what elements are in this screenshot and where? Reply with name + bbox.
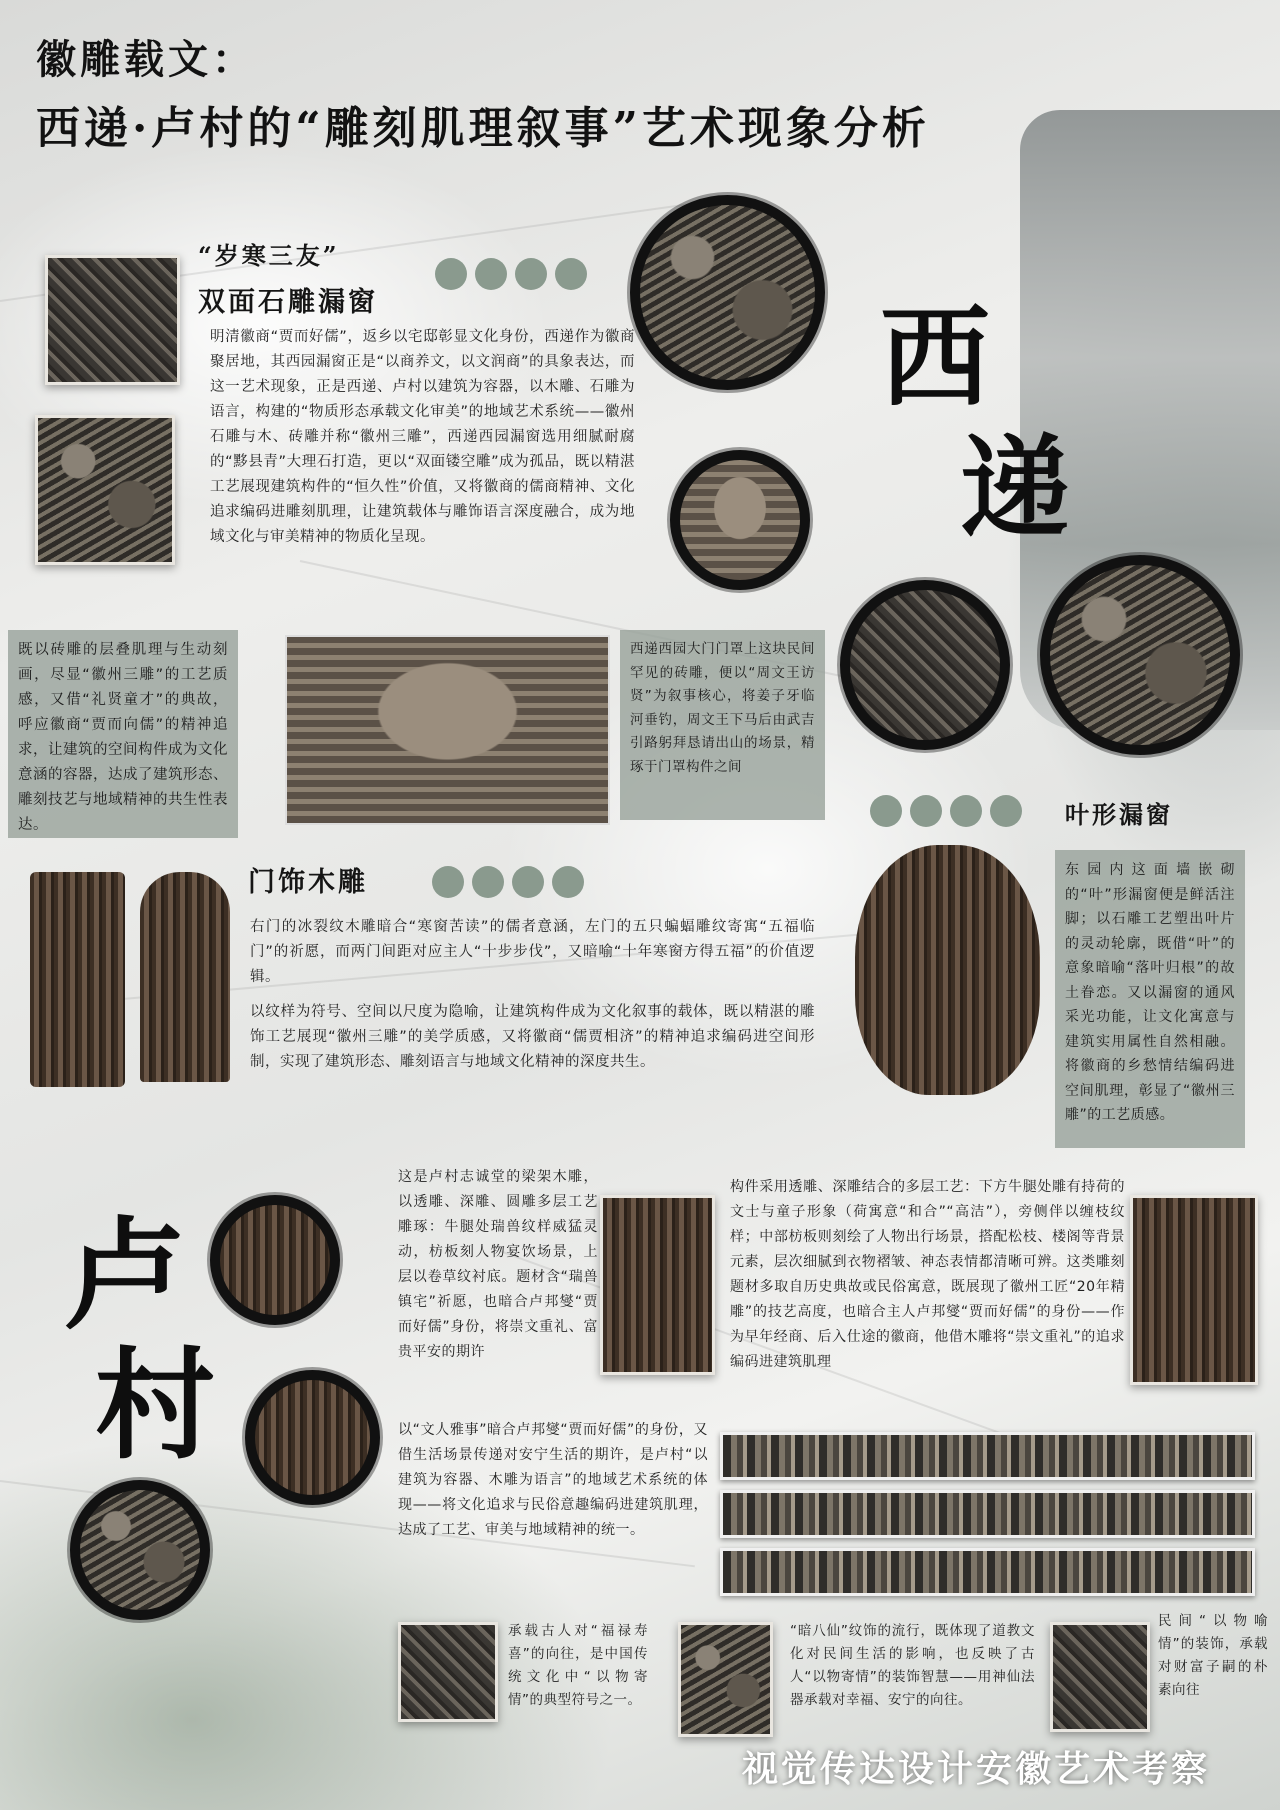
stone-window-photo-1 bbox=[45, 255, 180, 385]
big-char-di: 递 bbox=[960, 423, 1070, 552]
brick-carving-photo bbox=[285, 635, 610, 825]
footer-caption: 视觉传达设计安徽艺术考察 bbox=[741, 1748, 1210, 1790]
lucun-text2: 构件采用透雕、深雕结合的多层工艺：下方牛腿处雕有持荷的文士与童子形象（荷寓意“和合”“高洁”），旁侧伴以缠枝纹样；中部枋板则刻绘了人物出行场景，搭配松枝、楼阁等背景元素，层次细腻到衣物褶皱、神态表情都清晰可辨。这类雕刻题材多取自历史典故或民俗寓意，既展现了徽州工匠“20年精雕”的技艺高度，也暗合主人卢邦燮“贾而好儒”的身份——作为早年经商、后入仕途的徽商，他借木雕将“崇文重礼”的追求编码进建筑肌理 bbox=[730, 1179, 1125, 1370]
door-carving-body1: 右门的冰裂纹木雕暗合“寒窗苦读”的儒者意涵，左门的五只蝙蝠雕纹寄寓“五福临门”的祈愿，而两门间距对应主人“十步步伐”，又暗喻“十年寒窗方得五福”的价值逻辑。 bbox=[250, 919, 815, 985]
carving-circle-photo-3 bbox=[840, 580, 1010, 750]
big-char-cun: 村 bbox=[95, 1335, 215, 1476]
brick-carving-note-left: 既以砖雕的层叠肌理与生动刻画，尽显“徽州三雕”的工艺质感，又借“礼贤童才”的典故，呼应徽商“贾而向儒”的精神追求，让建筑的空间构件成为文化意涵的容器，达成了建筑形态、雕刻技艺与地域精神的共生性表达。 bbox=[8, 630, 238, 838]
bottom-text1: 承载古人对“福禄寿喜”的向往，是中国传统文化中“以物寄情”的典型符号之一。 bbox=[508, 1623, 648, 1708]
lucun-circle-photo-1 bbox=[210, 1195, 340, 1325]
brick-carving-note-right: 西递西园大门门罩上这块民间罕见的砖雕，便以“周文王访贤”为叙事核心，将姜子牙临河垂钓，周文王下马后由武吉引路躬拜恳请出山的场景，精琢于门罩构件之间 bbox=[620, 630, 825, 820]
beam-carving-photo-2 bbox=[1130, 1195, 1258, 1385]
carving-circle-photo-4 bbox=[1040, 555, 1240, 755]
section1-subtitle: “岁寒三友” bbox=[198, 241, 340, 270]
fortune-symbol-photo bbox=[398, 1622, 498, 1722]
door-carving-photo-2 bbox=[140, 872, 230, 1082]
section1-heading: 双面石雕漏窗 bbox=[198, 287, 378, 318]
section1-body: 明清徽商“贾而好儒”，返乡以宅邸彰显文化身份，西递作为徽商聚居地，其西园漏窗正是“以商养文，以文润商”的具象表达，而这一艺术现象，正是西递、卢村以建筑为容器，以木雕、石雕为语言，构建的“物质形态承载文化审美”的地域艺术系统——徽州石雕与木、砖雕并称“徽州三雕”，西递西园漏窗选用细腻耐腐的“黟县青”大理石打造，更以“双面镂空雕”成为孤品，既以精湛工艺展现建筑构件的“恒久性”价值，又将徽商的儒商精神、文化追求编码进雕刻肌理，让建筑载体与雕饰语言深度融合，成为地域文化与审美精神的物质化呈现。 bbox=[210, 329, 635, 545]
lucun-text1: 这是卢村志诚堂的梁架木雕，以透雕、深雕、圆雕多层工艺雕琢：牛腿处瑞兽纹样威猛灵动，枋板刻人物宴饮场景，上层以卷草纹衬底。题材含“瑞兽镇宅”祈愿，也暗合卢邦燮“贾而好儒”身份，将崇文重礼、富贵平安的期许 bbox=[398, 1169, 598, 1360]
big-char-lu: 卢 bbox=[65, 1205, 185, 1346]
decor-dots bbox=[435, 258, 587, 290]
folk-symbol-photo bbox=[1050, 1622, 1150, 1732]
leaf-window-heading: 叶形漏窗 bbox=[1065, 800, 1173, 829]
decor-dots bbox=[870, 795, 1022, 827]
leaf-window-photo bbox=[855, 845, 1040, 1095]
leaf-window-note: 东园内这面墙嵌砌的“叶”形漏窗便是鲜活注脚；以石雕工艺塑出叶片的灵动轮廓，既借“叶”的意象暗喻“落叶归根”的故土眷恋。又以漏窗的通风采光功能，让文化寓意与建筑实用属性自然相融。将徽商的乡愁情结编码进空间肌理，彰显了“徽州三雕”的工艺质感。 bbox=[1055, 850, 1245, 1148]
lucun-circle-photo-3 bbox=[70, 1480, 210, 1620]
stone-window-photo-2 bbox=[35, 415, 175, 565]
lucun-circle-photo-2 bbox=[245, 1370, 380, 1505]
eight-immortals-photo bbox=[678, 1622, 773, 1737]
carving-circle-photo-1 bbox=[630, 195, 825, 390]
frieze-carving-strip-1 bbox=[720, 1432, 1255, 1480]
bottom-text3: 民间“以物喻情”的装饰，承载对财富子嗣的朴素向往 bbox=[1158, 1613, 1268, 1698]
door-carving-body2: 以纹样为符号、空间以尺度为隐喻，让建筑构件成为文化叙事的载体，既以精湛的雕饰工艺展现“徽州三雕”的美学质感，又将徽商“儒贾相济”的精神追求编码进空间形制，实现了建筑形态、雕刻语言与地域文化精神的深度共生。 bbox=[250, 1004, 815, 1070]
beam-carving-photo-1 bbox=[600, 1195, 715, 1375]
door-carving-heading: 门饰木雕 bbox=[248, 867, 368, 898]
page-title-line1: 徽雕载文： bbox=[36, 36, 256, 83]
bottom-text2: “暗八仙”纹饰的流行，既体现了道教文化对民间生活的影响，也反映了古人“以物寄情”的装饰智慧——用神仙法器承载对幸福、安宁的向往。 bbox=[790, 1623, 1035, 1708]
big-char-xi: 西 bbox=[880, 293, 990, 422]
lucun-text3: 以“文人雅事”暗合卢邦燮“贾而好儒”的身份，又借生活场景传递对安宁生活的期许，是卢村“以建筑为容器、木雕为语言”的地域艺术系统的体现——将文化追求与民俗意趣编码进建筑肌理，达成了工艺、审美与地域精神的统一。 bbox=[398, 1422, 708, 1538]
page-title-line2: 西递·卢村的“雕刻肌理叙事”艺术现象分析 bbox=[36, 103, 930, 154]
carving-circle-photo-2 bbox=[670, 450, 810, 590]
door-carving-photo-1 bbox=[30, 872, 125, 1087]
decor-dots bbox=[432, 866, 584, 898]
frieze-carving-strip-2 bbox=[720, 1490, 1255, 1538]
frieze-carving-strip-3 bbox=[720, 1548, 1255, 1596]
